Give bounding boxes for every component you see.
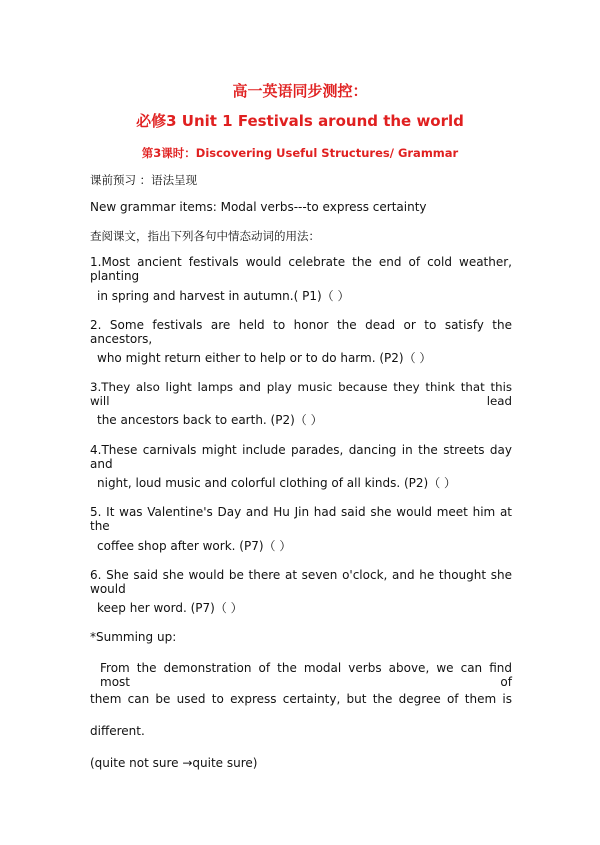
lesson-title: 第3课时：Discovering Useful Structures/ Grammar xyxy=(141,146,459,160)
summing-up-line-1: From the demonstration of the modal verbs above, we can find most of xyxy=(100,661,512,689)
sentence-1-line-2: in spring and harvest in autumn.( P1)（ ） xyxy=(97,289,350,303)
sentence-1-line-1: 1.Most ancient festivals would celebrate the end of cold weather, planting xyxy=(90,255,512,283)
certainty-scale: (quite not sure →quite sure) xyxy=(90,756,258,770)
sentence-6-line-1: 6. She said she would be there at seven o'clock, and he thought she would xyxy=(90,568,512,596)
grammar-items: New grammar items: Modal verbs---to express certainty xyxy=(90,200,427,214)
sentence-4-line-2: night, loud music and colorful clothing of all kinds. (P2)（ ） xyxy=(97,476,457,490)
sentence-5-line-2: coffee shop after work. (P7)（ ） xyxy=(97,539,292,553)
summing-up-line-2: them can be used to express certainty, but the degree of them is xyxy=(90,692,512,706)
sentence-2-line-1: 2. Some festivals are held to honor the dead or to satisfy the ancestors, xyxy=(90,318,512,346)
summing-up-heading: *Summing up: xyxy=(90,630,177,644)
unit-title: 必修3 Unit 1 Festivals around the world xyxy=(136,112,464,130)
sentence-6-line-2: keep her word. (P7)（ ） xyxy=(97,601,243,615)
document-title: 高一英语同步测控： xyxy=(232,82,368,100)
instruction: 查阅课文，指出下列各句中情态动词的用法： xyxy=(90,229,320,243)
sentence-3-line-1: 3.They also light lamps and play music because they think that this will lead xyxy=(90,380,512,408)
summing-up-line-3: different. xyxy=(90,724,145,738)
section-label: 课前预习 ：语法呈现 xyxy=(90,173,198,187)
sentence-4-line-1: 4.These carnivals might include parades, dancing in the streets day and xyxy=(90,443,512,471)
sentence-3-line-2: the ancestors back to earth. (P2)（ ） xyxy=(97,413,323,427)
sentence-5-line-1: 5. It was Valentine's Day and Hu Jin had said she would meet him at the xyxy=(90,505,512,533)
sentence-2-line-2: who might return either to help or to do harm. (P2)（ ） xyxy=(97,351,432,365)
